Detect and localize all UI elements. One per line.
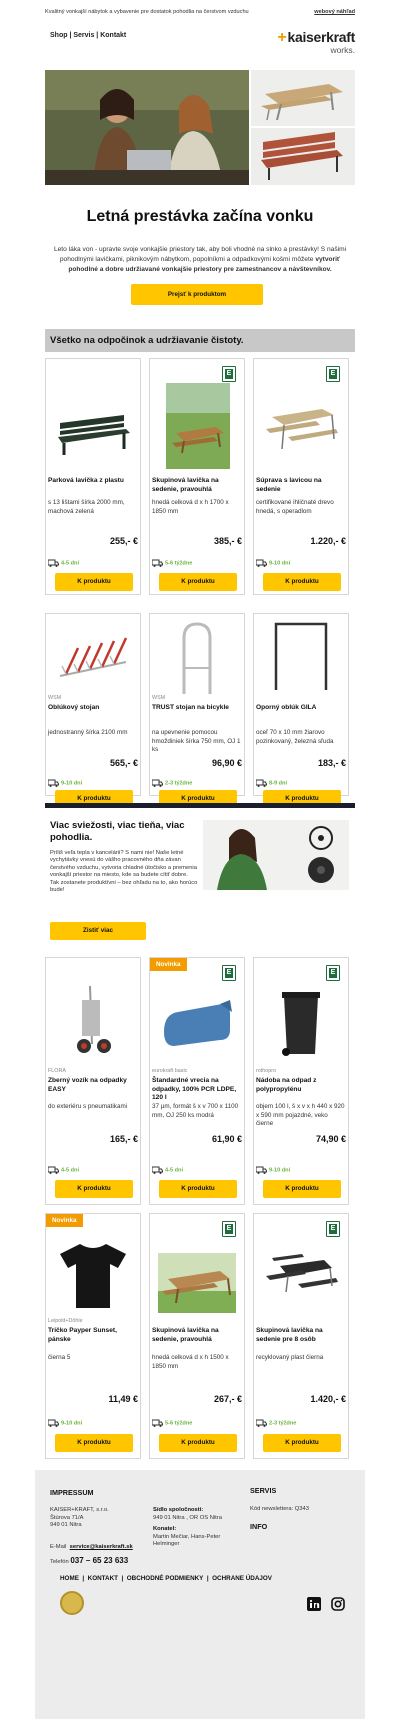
product-card[interactable] <box>149 1213 245 1459</box>
truck-icon <box>152 559 163 567</box>
truck-icon <box>256 559 267 567</box>
hero-picnic-table-photo <box>251 70 355 126</box>
newsletter-code: Kód newslettera: Q343 <box>250 1506 309 1512</box>
product-desc: hnedá celková d x h 1700 x 1850 mm <box>152 499 229 515</box>
waste-cart-image <box>54 980 132 1058</box>
eco-label-icon <box>326 366 340 382</box>
to-product-button[interactable]: K produktu <box>263 1180 341 1198</box>
promo-title: Viac sviežosti, viac tieňa, viac pohodlia. <box>50 820 185 843</box>
hero-people-illustration <box>45 70 249 185</box>
product-desc: hnedá celková d x h 1500 x 1850 mm <box>152 1354 229 1370</box>
delivery-time: 9-10 dní <box>61 780 83 787</box>
brand-tagline: works. <box>330 45 355 55</box>
delivery-info <box>152 1419 192 1427</box>
product-brand: FLORA <box>48 1068 66 1074</box>
product-card[interactable] <box>253 957 349 1205</box>
company-city: 949 01 Nitra <box>50 1522 82 1528</box>
servis-title: SERVIS <box>250 1486 277 1495</box>
product-name[interactable]: Súprava s lavicou na sedenie <box>256 477 322 493</box>
product-desc: čierna 5 <box>48 1354 71 1361</box>
preheader <box>45 9 355 15</box>
contact-label: Konatel: <box>153 1526 177 1532</box>
footer-link-privacy[interactable]: OCHRANE ÚDAJOV <box>212 1575 272 1582</box>
eco-label-icon <box>222 965 236 981</box>
email-row <box>50 1544 133 1552</box>
product-card[interactable] <box>149 613 245 802</box>
truck-icon <box>48 1166 59 1174</box>
product-price: 74,90 € <box>315 1134 346 1144</box>
product-price: 11,49 € <box>108 1394 138 1404</box>
truck-icon <box>256 1166 267 1174</box>
to-product-button[interactable]: K produktu <box>159 1180 237 1198</box>
bike-stand-image <box>158 618 236 696</box>
arc-stand-image <box>54 620 132 698</box>
new-badge: Novinka <box>46 1214 83 1227</box>
to-product-button[interactable]: K produktu <box>159 790 237 808</box>
product-price: 385,- € <box>213 536 242 546</box>
product-desc: na upevnenie pomocou hmoždiniek šírka 750 mm, OJ 1 ks <box>152 729 241 753</box>
brand-name: kaiserkraft <box>287 29 355 45</box>
delivery-time: 4-5 dní <box>61 560 80 567</box>
footer-link-home[interactable]: HOME <box>60 1575 79 1582</box>
delivery-time: 5-6 týždne <box>165 560 193 567</box>
product-card[interactable] <box>253 613 349 802</box>
phone-number[interactable]: 037 – 65 23 633 <box>70 1556 129 1565</box>
product-brand: eurokraft basic <box>152 1068 188 1074</box>
product-name[interactable]: Nádoba na odpad z polypropylénu <box>256 1077 317 1093</box>
product-desc: s 13 lištami šírka 2000 mm, machová zelená <box>48 499 125 515</box>
picnic-table-illustration <box>251 70 355 126</box>
truck-icon <box>152 1419 163 1427</box>
company-street: Štúrova 71/A <box>50 1514 84 1521</box>
to-product-button[interactable]: K produktu <box>55 1434 133 1452</box>
product-price: 255,- € <box>109 536 138 546</box>
eight-seat-bench-image <box>262 1240 340 1318</box>
hero-title: Letná prestávka začína vonku <box>86 208 314 225</box>
product-price: 565,- € <box>109 758 138 768</box>
product-card[interactable] <box>149 358 245 595</box>
email-label: E-Mail <box>50 1544 67 1550</box>
group-bench-image <box>158 1244 236 1322</box>
product-brand: rothopro <box>256 1068 277 1074</box>
product-name[interactable]: Oporný oblúk GILA <box>256 704 317 711</box>
product-card[interactable] <box>45 957 141 1205</box>
product-desc: recyklovaný plast čierna <box>256 1354 324 1361</box>
delivery-info <box>152 559 192 567</box>
product-name[interactable]: Parková lavička z plastu <box>48 477 124 484</box>
delivery-info <box>48 1419 82 1427</box>
product-price: 96,90 € <box>211 758 242 768</box>
product-card[interactable] <box>253 358 349 595</box>
eco-label-icon <box>222 366 236 382</box>
delivery-time: 8-9 dní <box>269 780 288 787</box>
linkedin-icon[interactable] <box>307 1597 321 1611</box>
hero-intro-plain: Leto láka von - upravte svoje vonkajšie priestory tak, aby boli vhodné na slnko a prestávky! S našimi pohodlnými lavičkami, piknikovým nábytkom, popolníkmi a odpadkovými košmi môžete <box>53 246 347 263</box>
product-desc: do exteriéru s pneumatikami <box>48 1103 128 1110</box>
delivery-info <box>256 779 287 787</box>
section-heading: Všetko na odpočinok a udržiavanie čistoty. <box>45 329 355 352</box>
delivery-info <box>256 1166 290 1174</box>
product-name[interactable]: Štandardné vrecia na odpadky, 100% PCR LDPE, 120 l <box>152 1077 237 1101</box>
tshirt-image <box>54 1236 132 1314</box>
company-name: KAISER+KRAFT, s.r.o. <box>50 1507 109 1513</box>
product-price: 165,- € <box>109 1134 138 1144</box>
phone-row <box>50 1557 128 1567</box>
picnic-table-image <box>166 383 230 469</box>
product-card[interactable] <box>45 613 141 802</box>
delivery-info <box>48 559 79 567</box>
new-badge: Novinka <box>150 958 187 971</box>
product-desc: objem 100 l, š x v x h 440 x 920 x 590 mm pojazdné, veko čierne <box>256 1103 345 1127</box>
hero-intro <box>50 245 350 275</box>
promo-image[interactable] <box>203 820 349 890</box>
to-product-button[interactable]: K produktu <box>55 573 133 591</box>
info-title: INFO <box>250 1522 268 1531</box>
truck-icon <box>256 1419 267 1427</box>
footer-nav: HOME | KONTAKT | OBCHODNÉ PODMIENKY | OCHRANE ÚDAJOV <box>60 1575 272 1582</box>
park-bench-image <box>54 393 132 471</box>
delivery-info <box>152 779 192 787</box>
go-to-products-button[interactable]: Prejsť k produktom <box>131 284 263 305</box>
delivery-time: 5-6 týždne <box>165 1420 193 1427</box>
truck-icon <box>48 779 59 787</box>
delivery-info <box>256 1419 296 1427</box>
email-page <box>45 0 355 1719</box>
product-brand: WSM <box>48 695 62 701</box>
truck-icon <box>256 779 267 787</box>
contact-value: Martin Mečiar, Hans-Peter Helminger <box>153 1533 221 1547</box>
delivery-time: 4-5 dní <box>61 1167 80 1174</box>
company-address <box>50 1507 109 1530</box>
bench-illustration <box>251 128 355 185</box>
footer-link-contact[interactable]: KONTAKT <box>87 1575 118 1582</box>
truck-icon <box>48 1419 59 1427</box>
hero-people-photo <box>45 70 249 185</box>
product-name[interactable]: Skupinová lavička na sedenie, pravouhlá <box>152 477 219 493</box>
product-desc: oceľ 70 x 10 mm žiarovo pozinkovaný, železná sľuda <box>256 729 334 745</box>
kaiserkraft-logo[interactable] <box>277 29 355 55</box>
delivery-info <box>256 559 290 567</box>
eco-label-icon <box>326 1221 340 1237</box>
delivery-time: 9-10 dní <box>269 1167 291 1174</box>
product-desc: 37 µm, formát š x v 700 x 1100 mm, OJ 250 ks modrá <box>152 1103 239 1119</box>
preheader-text: Kvalitný vonkajší nábytok a vybavenie pre dostatok pohodlia na čerstvom vzduchu <box>45 9 249 15</box>
bench-set-image <box>262 393 340 471</box>
company-contact <box>153 1526 233 1549</box>
product-brand: Leipold+Döhle <box>48 1318 83 1324</box>
product-card[interactable] <box>149 957 245 1205</box>
product-card[interactable] <box>45 358 141 595</box>
divider-bar <box>45 803 355 808</box>
product-name[interactable]: Skupinová lavička na sedenie, pravouhlá <box>152 1327 219 1343</box>
to-product-button[interactable]: K produktu <box>263 1434 341 1452</box>
woman-with-fans-illustration <box>203 820 349 890</box>
learn-more-button[interactable]: Zistiť viac <box>50 922 146 940</box>
delivery-time: 4-5 dní <box>165 1167 184 1174</box>
product-price: 1.220,- € <box>310 536 346 546</box>
to-product-button[interactable]: K produktu <box>159 1434 237 1452</box>
product-card[interactable] <box>253 1213 349 1459</box>
hero-images[interactable] <box>45 70 355 185</box>
product-name[interactable]: Tričko Payper Sunset, pánske <box>48 1327 117 1343</box>
seat-label: Sídlo spoločnosti: <box>153 1507 204 1513</box>
verified-by-customers-seal[interactable] <box>60 1591 84 1615</box>
delivery-time: 2-3 týždne <box>269 1420 297 1427</box>
to-product-button[interactable]: K produktu <box>55 1180 133 1198</box>
eco-label-icon <box>326 965 340 981</box>
web-view-link[interactable]: webový náhľad <box>314 9 355 15</box>
promo-text: Príliš veľa tepla v kancelárii? S nami nie! Naše letné vychytávky vnesú do vášho pracovného dňa závan čerstvého vzduchu, vytvoria chladné útočisko a premenia vonkajší priestor na miesto, kde sa budete cítiť dobre. Tak zostanete produktívni – bez ohľadu na to, ako horúco bude! <box>50 850 198 894</box>
product-name[interactable]: Zberný vozík na odpadky EASY <box>48 1077 127 1093</box>
product-name[interactable]: Oblúkový stojan <box>48 704 100 711</box>
eco-label-icon <box>222 1221 236 1237</box>
support-arc-image <box>262 618 340 696</box>
email-link[interactable]: service@kaiserkraft.sk <box>69 1544 133 1550</box>
plus-icon: + <box>277 29 287 46</box>
product-name[interactable]: Skupinová lavička na sedenie pre 8 osôb <box>256 1327 323 1343</box>
product-price: 61,90 € <box>211 1134 242 1144</box>
product-price: 183,- € <box>317 758 346 768</box>
delivery-info <box>152 1166 183 1174</box>
to-product-button[interactable]: K produktu <box>159 573 237 591</box>
seat-value: 949 01 Nitra , OR OS Nitra <box>153 1514 222 1521</box>
delivery-time: 9-10 dní <box>269 560 291 567</box>
delivery-info <box>48 1166 79 1174</box>
product-desc: jednostranný šírka 2100 mm <box>48 729 128 736</box>
product-brand: WSM <box>152 695 166 701</box>
top-nav[interactable]: Shop | Servis | Kontakt <box>50 32 127 39</box>
delivery-time: 2-3 týždne <box>165 780 193 787</box>
truck-icon <box>48 559 59 567</box>
impressum-title: IMPRESSUM <box>50 1488 94 1497</box>
to-product-button[interactable]: K produktu <box>263 790 341 808</box>
company-seat <box>153 1507 222 1522</box>
delivery-info <box>48 779 82 787</box>
product-desc: certifikované ihličnaté drevo hnedá, s operadlom <box>256 499 334 515</box>
waste-bin-image <box>262 980 340 1058</box>
phone-label: Telefón <box>50 1559 69 1565</box>
footer-link-terms[interactable]: OBCHODNÉ PODMIENKY <box>126 1575 204 1582</box>
to-product-button[interactable]: K produktu <box>55 790 133 808</box>
product-card[interactable] <box>45 1213 141 1459</box>
product-name[interactable]: TRUST stojan na bicykle <box>152 704 229 711</box>
waste-bags-image <box>158 984 236 1062</box>
delivery-time: 9-10 dní <box>61 1420 83 1427</box>
truck-icon <box>152 1166 163 1174</box>
product-price: 1.420,- € <box>310 1394 346 1404</box>
hero-bench-photo <box>251 128 355 185</box>
to-product-button[interactable]: K produktu <box>263 573 341 591</box>
truck-icon <box>152 779 163 787</box>
instagram-icon[interactable] <box>331 1597 345 1611</box>
hero-intro-bold: vytvoriť pohodlné a dobre udržiavané vonkajšie priestory pre zamestnancov a návštevníkov. <box>68 256 341 273</box>
product-price: 267,- € <box>213 1394 242 1404</box>
